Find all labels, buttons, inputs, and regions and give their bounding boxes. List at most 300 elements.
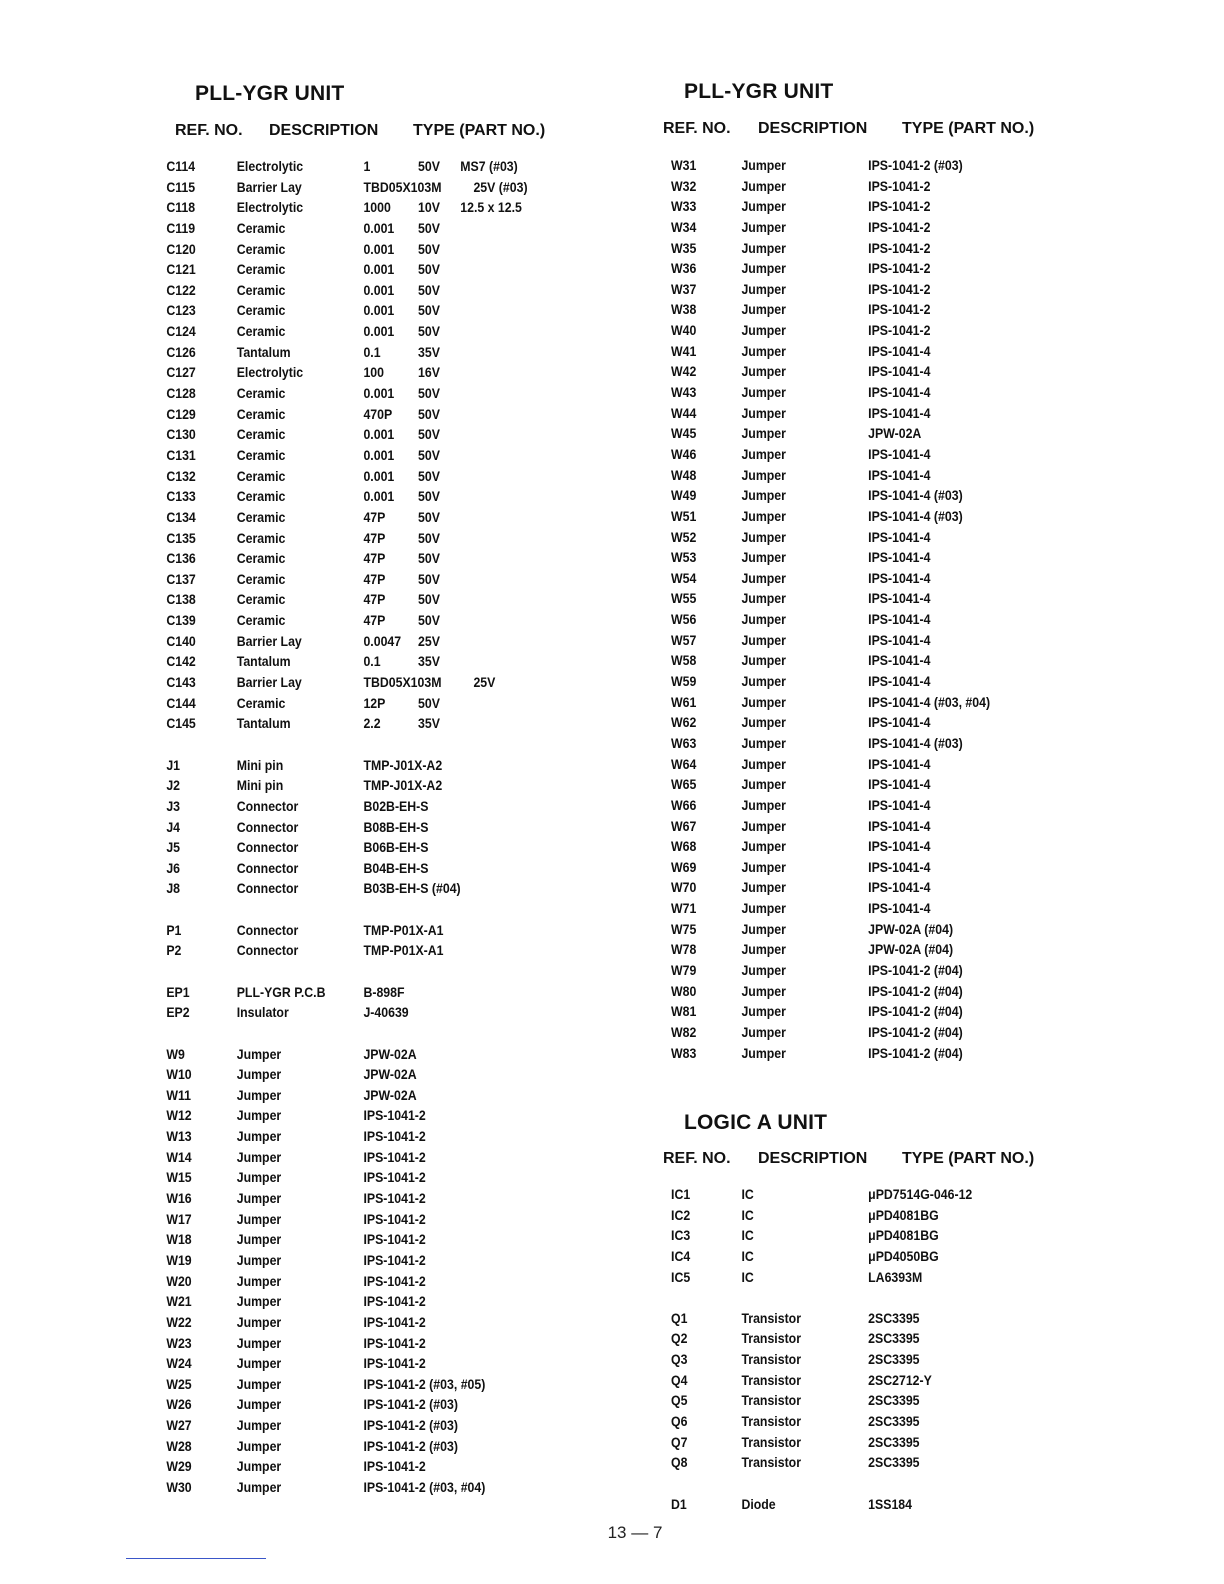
ref-no-cell: W45 [671, 425, 697, 442]
value-cell: 0.001 [363, 385, 395, 402]
table-row [620, 1001, 1152, 1022]
ref-no-cell: J2 [166, 777, 181, 794]
part-no-cell: IPS-1041-4 [868, 796, 931, 813]
table-row [0, 1394, 546, 1415]
table-row [620, 1246, 1152, 1267]
table-row [620, 774, 1152, 795]
part-no-cell: 2SC2712-Y [868, 1371, 932, 1388]
description-cell: Jumper [741, 384, 786, 401]
part-no-cell: IPS-1041-2 (#03, #05) [363, 1375, 486, 1392]
description-header: DESCRIPTION [758, 120, 868, 137]
part-no-cell: μPD4050BG [868, 1247, 939, 1264]
description-cell: Jumper [741, 487, 786, 504]
description-cell: Jumper [741, 714, 786, 731]
table-row [620, 795, 1152, 816]
description-cell: Jumper [741, 569, 786, 586]
part-no-cell: IPS-1041-2 (#03, #04) [363, 1479, 486, 1495]
ref-no-cell: C144 [166, 694, 196, 711]
voltage-cell: 50V [418, 219, 440, 236]
description-cell: Jumper [236, 1334, 282, 1351]
description-cell: Ceramic [236, 570, 286, 587]
ref-no-cell: W33 [671, 198, 697, 215]
part-no-cell: J-40639 [363, 1004, 409, 1021]
part-no-cell: IPS-1041-2 [363, 1231, 426, 1248]
voltage-cell: 50V [418, 591, 440, 608]
ref-no-cell: C124 [166, 323, 196, 340]
table-row [0, 404, 546, 425]
table-row [0, 1147, 546, 1168]
part-no-cell: IPS-1041-2 (#04) [868, 961, 963, 978]
part-no-cell: IPS-1041-4 [868, 363, 931, 380]
description-cell: Jumper [236, 1313, 282, 1330]
table-row [620, 609, 1152, 630]
part-no-cell: μPD7514G-046-12 [868, 1186, 973, 1202]
description-cell: Jumper [741, 301, 786, 318]
ref-no-cell: Q5 [671, 1392, 688, 1409]
ref-no-cell: W69 [671, 858, 697, 875]
table-row [0, 197, 546, 218]
part-no-cell: IPS-1041-2 [363, 1169, 426, 1186]
ref-no-cell: W80 [671, 982, 697, 999]
ref-no-cell: C143 [166, 674, 196, 691]
ref-no-cell: Q4 [671, 1371, 688, 1388]
description-cell: Tantalum [236, 715, 291, 732]
table-row [0, 713, 546, 734]
voltage-cell: 50V [418, 158, 440, 174]
description-cell: Ceramic [236, 405, 286, 422]
table-row [620, 836, 1152, 857]
part-no-cell: 2SC3395 [868, 1330, 920, 1347]
ref-no-cell: P2 [166, 942, 182, 959]
ref-no-cell: W49 [671, 487, 697, 504]
part-no-cell: IPS-1041-2 [363, 1148, 426, 1165]
part-no-cell: IPS-1041-2 (#04) [868, 1003, 963, 1020]
table-row [0, 507, 546, 528]
table-row [620, 919, 1152, 940]
part-no-cell: JPW-02A [363, 1066, 417, 1083]
table-row [0, 1415, 546, 1436]
ref-no-cell: IC1 [671, 1186, 691, 1202]
value-cell: 47P [363, 591, 386, 608]
description-cell: Jumper [741, 157, 786, 173]
description-cell: Transistor [741, 1309, 802, 1326]
table-row [0, 631, 546, 652]
table-row [620, 238, 1152, 259]
ref-no-cell: C132 [166, 467, 196, 484]
part-no-cell: IPS-1041-2 (#03) [363, 1437, 458, 1454]
ref-no-cell: C122 [166, 281, 196, 298]
ref-no-cell: C118 [166, 199, 196, 216]
table-row [0, 610, 546, 631]
ref-no-cell: W44 [671, 404, 697, 421]
table-row [620, 506, 1152, 527]
value-cell: 47P [363, 508, 386, 525]
description-cell: Barrier Lay [236, 178, 302, 195]
ref-no-cell: Q2 [671, 1330, 688, 1347]
ref-no-cell: W37 [671, 280, 697, 297]
table-row [0, 672, 546, 693]
unit-title: PLL-YGR UNIT [684, 80, 834, 103]
description-cell: Jumper [236, 1045, 282, 1062]
table-row [0, 466, 546, 487]
ref-no-cell: W70 [671, 879, 697, 896]
voltage-cell: 16V [418, 364, 440, 381]
ref-no-cell: W38 [671, 301, 697, 318]
voltage-cell: 50V [418, 529, 440, 546]
voltage-cell: 50V [418, 426, 440, 443]
table-row [0, 589, 546, 610]
ref-no-cell: W13 [166, 1128, 192, 1145]
part-no-cell: JPW-02A [363, 1086, 417, 1103]
part-no-cell: IPS-1041-4 [868, 466, 931, 483]
ref-no-cell: W10 [166, 1066, 192, 1083]
description-cell: Jumper [741, 858, 786, 875]
part-no-cell: IPS-1041-2 (#04) [868, 982, 963, 999]
voltage-cell: 25V (#03) [473, 178, 528, 195]
value-cell: 0.0047 [363, 632, 402, 649]
table-row [0, 1105, 546, 1126]
ref-no-cell: W35 [671, 239, 697, 256]
voltage-cell: 50V [418, 323, 440, 340]
ref-no-cell: IC2 [671, 1206, 691, 1223]
part-no-cell: B04B-EH-S [363, 859, 429, 876]
value-cell: 0.1 [363, 653, 381, 670]
ref-no-cell: W25 [166, 1375, 192, 1392]
description-cell: Jumper [236, 1437, 282, 1454]
description-cell: Tantalum [236, 653, 291, 670]
description-cell: Jumper [741, 693, 786, 710]
ref-no-cell: Q8 [671, 1454, 688, 1471]
ref-no-cell: W63 [671, 734, 697, 751]
table-row [0, 239, 546, 260]
part-no-cell: JPW-02A [363, 1045, 417, 1062]
description-cell: Diode [741, 1495, 776, 1512]
description-cell: Jumper [741, 734, 786, 751]
part-no-cell: IPS-1041-4 [868, 652, 931, 669]
description-cell: Jumper [236, 1479, 282, 1495]
value-cell: 0.001 [363, 281, 395, 298]
table-row [0, 1126, 546, 1147]
description-cell: Transistor [741, 1413, 802, 1430]
ref-no-cell: Q6 [671, 1413, 688, 1430]
ref-no-cell: C134 [166, 508, 196, 525]
ref-no-cell: C145 [166, 715, 196, 732]
part-no-cell: IPS-1041-4 (#03, #04) [868, 693, 991, 710]
part-no-cell: IPS-1041-4 [868, 879, 931, 896]
ref-no-cell: EP2 [166, 1004, 190, 1021]
ref-no-cell: EP1 [166, 983, 190, 1000]
table-row [0, 362, 546, 383]
ref-no-cell: W14 [166, 1148, 192, 1165]
part-no-cell: IPS-1041-4 [868, 528, 931, 545]
table-row [620, 877, 1152, 898]
ref-no-cell: W53 [671, 549, 697, 566]
part-no-cell: IPS-1041-4 [868, 445, 931, 462]
table-row [0, 755, 546, 776]
ref-no-cell: W51 [671, 507, 697, 524]
ref-no-cell: P1 [166, 921, 182, 938]
ref-no-cell: C123 [166, 302, 196, 319]
part-no-cell: IPS-1041-4 [868, 858, 931, 875]
spacer [0, 734, 620, 755]
table-row [620, 1411, 1152, 1432]
table-row [620, 279, 1152, 300]
description-cell: Electrolytic [236, 199, 304, 216]
table-row [620, 857, 1152, 878]
table-row [0, 1374, 546, 1395]
ref-no-header: REF. NO. [663, 1150, 731, 1167]
table-row [0, 1312, 546, 1333]
voltage-cell: 50V [418, 302, 440, 319]
description-cell: Ceramic [236, 529, 286, 546]
value-cell: 0.1 [363, 343, 381, 360]
table-row [0, 878, 546, 899]
description-cell: IC [741, 1227, 754, 1244]
description-cell: Ceramic [236, 261, 286, 278]
description-cell: Jumper [236, 1210, 282, 1227]
description-cell: Ceramic [236, 694, 286, 711]
ref-no-cell: W67 [671, 817, 697, 834]
part-no-cell: 2SC3395 [868, 1351, 920, 1368]
description-cell: Jumper [741, 528, 786, 545]
value-cell: TBD05X103M [363, 674, 442, 691]
table-row [0, 1209, 546, 1230]
description-cell: Ceramic [236, 219, 286, 236]
part-no-cell: IPS-1041-2 [868, 322, 931, 339]
description-cell: Jumper [741, 817, 786, 834]
part-no-cell: IPS-1041-2 [868, 177, 931, 194]
ref-no-cell: W24 [166, 1355, 192, 1372]
table-row [620, 1390, 1152, 1411]
value-cell: 470P [363, 405, 393, 422]
part-no-cell: IPS-1041-2 [363, 1251, 426, 1268]
spacer [0, 1023, 620, 1044]
part-no-cell: IPS-1041-4 (#03) [868, 734, 963, 751]
part-no-cell: IPS-1041-4 [868, 611, 931, 628]
ref-no-cell: W16 [166, 1190, 192, 1207]
description-cell: Ceramic [236, 240, 286, 257]
value-cell: 0.001 [363, 488, 395, 505]
ref-no-cell: W79 [671, 961, 697, 978]
ref-no-cell: W29 [166, 1458, 192, 1475]
ref-no-cell: J4 [166, 818, 181, 835]
table-row [620, 258, 1152, 279]
description-cell: Jumper [741, 673, 786, 690]
description-cell: Ceramic [236, 467, 286, 484]
table-row [0, 1044, 546, 1065]
part-no-cell: TMP-J01X-A2 [363, 756, 443, 773]
table-row [0, 445, 546, 466]
part-no-cell: JPW-02A (#04) [868, 920, 954, 937]
table-row [620, 444, 1152, 465]
table-row [0, 1064, 546, 1085]
table-row [0, 321, 546, 342]
table-row [0, 982, 546, 1003]
description-cell: Electrolytic [236, 158, 304, 174]
table-row [620, 547, 1152, 568]
value-cell: 47P [363, 529, 386, 546]
description-cell: Connector [236, 818, 299, 835]
parts-list [0, 156, 620, 1498]
description-cell: PLL-YGR P.C.B [236, 983, 326, 1000]
table-row [620, 382, 1152, 403]
table-row [620, 361, 1152, 382]
value-cell: 0.001 [363, 240, 395, 257]
ref-no-cell: W20 [166, 1272, 192, 1289]
table-row [620, 1043, 1152, 1064]
ref-no-cell: W42 [671, 363, 697, 380]
description-cell: Jumper [741, 961, 786, 978]
ref-no-cell: W26 [166, 1396, 192, 1413]
table-row [620, 485, 1152, 506]
description-cell: Jumper [741, 549, 786, 566]
ref-no-cell: W28 [166, 1437, 192, 1454]
description-cell: Jumper [236, 1355, 282, 1372]
part-no-cell: IPS-1041-4 [868, 900, 931, 917]
description-cell: Jumper [741, 239, 786, 256]
part-no-cell: 2SC3395 [868, 1413, 920, 1430]
ref-no-cell: W9 [166, 1045, 185, 1062]
description-cell: Jumper [236, 1066, 282, 1083]
ref-no-cell: C135 [166, 529, 196, 546]
ref-no-cell: W71 [671, 900, 697, 917]
description-cell: Jumper [236, 1458, 282, 1475]
part-no-cell: IPS-1041-2 [868, 301, 931, 318]
table-row [620, 1370, 1152, 1391]
description-cell: IC [741, 1268, 754, 1285]
ref-no-cell: W17 [166, 1210, 192, 1227]
table-row [0, 651, 546, 672]
unit-title: PLL-YGR UNIT [195, 82, 345, 105]
part-no-cell: IPS-1041-2 [868, 198, 931, 215]
part-no-cell: B06B-EH-S [363, 839, 429, 856]
table-row [0, 218, 546, 239]
ref-no-cell: IC4 [671, 1247, 691, 1264]
table-row [0, 177, 546, 198]
table-row [620, 650, 1152, 671]
part-no-cell: 2SC3395 [868, 1454, 920, 1471]
value-cell: 47P [363, 550, 386, 567]
ref-no-cell: C142 [166, 653, 196, 670]
part-no-cell: IPS-1041-2 [868, 239, 931, 256]
description-cell: Jumper [741, 755, 786, 772]
part-no-cell: IPS-1041-4 [868, 838, 931, 855]
part-no-cell: JPW-02A (#04) [868, 941, 954, 958]
part-no-cell: IPS-1041-4 [868, 714, 931, 731]
voltage-cell: 50V [418, 385, 440, 402]
value-cell: 100 [363, 364, 384, 381]
description-cell: Ceramic [236, 488, 286, 505]
description-cell: Barrier Lay [236, 674, 302, 691]
parts-list [620, 155, 1224, 1063]
description-cell: Transistor [741, 1392, 802, 1409]
description-cell: Jumper [741, 363, 786, 380]
part-no-cell: IPS-1041-2 [363, 1293, 426, 1310]
part-no-cell: B-898F [363, 983, 405, 1000]
ref-no-cell: W41 [671, 342, 697, 359]
description-cell: Jumper [741, 1023, 786, 1040]
table-row [0, 1167, 546, 1188]
table-row [0, 259, 546, 280]
ref-no-cell: W66 [671, 796, 697, 813]
type-part-no-header: TYPE (PART NO.) [902, 120, 1035, 137]
description-cell: IC [741, 1206, 754, 1223]
ref-no-cell: C120 [166, 240, 196, 257]
description-cell: Connector [236, 880, 299, 897]
table-row [0, 693, 546, 714]
table-row [0, 940, 546, 961]
voltage-cell: 50V [418, 240, 440, 257]
ref-no-cell: Q3 [671, 1351, 688, 1368]
part-no-cell: LA6393M [868, 1268, 923, 1285]
description-cell: Jumper [741, 652, 786, 669]
part-no-cell: IPS-1041-2 (#03) [363, 1417, 458, 1434]
ref-no-cell: W22 [166, 1313, 192, 1330]
table-row [0, 342, 546, 363]
description-cell: Jumper [236, 1190, 282, 1207]
value-cell: 0.001 [363, 467, 395, 484]
table-row [620, 754, 1152, 775]
ref-no-cell: W52 [671, 528, 697, 545]
ref-no-cell: W56 [671, 611, 697, 628]
description-cell: Ceramic [236, 550, 286, 567]
description-cell: Transistor [741, 1330, 802, 1347]
table-row [620, 1494, 1152, 1515]
voltage-cell: 50V [418, 405, 440, 422]
description-cell: Transistor [741, 1433, 802, 1450]
table-row [0, 1188, 546, 1209]
table-row [0, 528, 546, 549]
description-cell: Insulator [236, 1004, 289, 1021]
table-row [620, 712, 1152, 733]
description-cell: Jumper [741, 611, 786, 628]
part-no-cell: IPS-1041-2 [363, 1210, 426, 1227]
table-row [0, 817, 546, 838]
part-no-cell: B08B-EH-S [363, 818, 429, 835]
part-no-cell: IPS-1041-2 (#03) [868, 157, 963, 173]
footnote-divider [126, 1558, 266, 1559]
table-row [620, 960, 1152, 981]
ref-no-cell: W46 [671, 445, 697, 462]
table-row [620, 299, 1152, 320]
description-cell: Ceramic [236, 281, 286, 298]
ref-no-cell: W82 [671, 1023, 697, 1040]
description-cell: Jumper [741, 982, 786, 999]
description-cell: Ceramic [236, 323, 286, 340]
table-row [0, 1477, 546, 1498]
description-cell: Jumper [236, 1293, 282, 1310]
value-cell: 2.2 [363, 715, 381, 732]
ref-no-cell: W34 [671, 218, 697, 235]
ref-no-cell: C115 [166, 178, 196, 195]
table-row [620, 341, 1152, 362]
part-no-cell: IPS-1041-2 (#03) [363, 1396, 458, 1413]
description-cell: Jumper [741, 218, 786, 235]
table-row [0, 1250, 546, 1271]
table-row [620, 1432, 1152, 1453]
table-row [620, 423, 1152, 444]
description-cell: Ceramic [236, 612, 286, 629]
ref-no-cell: J6 [166, 859, 181, 876]
part-no-cell: IPS-1041-4 [868, 549, 931, 566]
table-row [620, 981, 1152, 1002]
table-row [0, 858, 546, 879]
description-cell: Ceramic [236, 508, 286, 525]
description-cell: IC [741, 1186, 754, 1202]
table-row [620, 692, 1152, 713]
table-row [0, 1271, 546, 1292]
voltage-cell: 35V [418, 653, 440, 670]
